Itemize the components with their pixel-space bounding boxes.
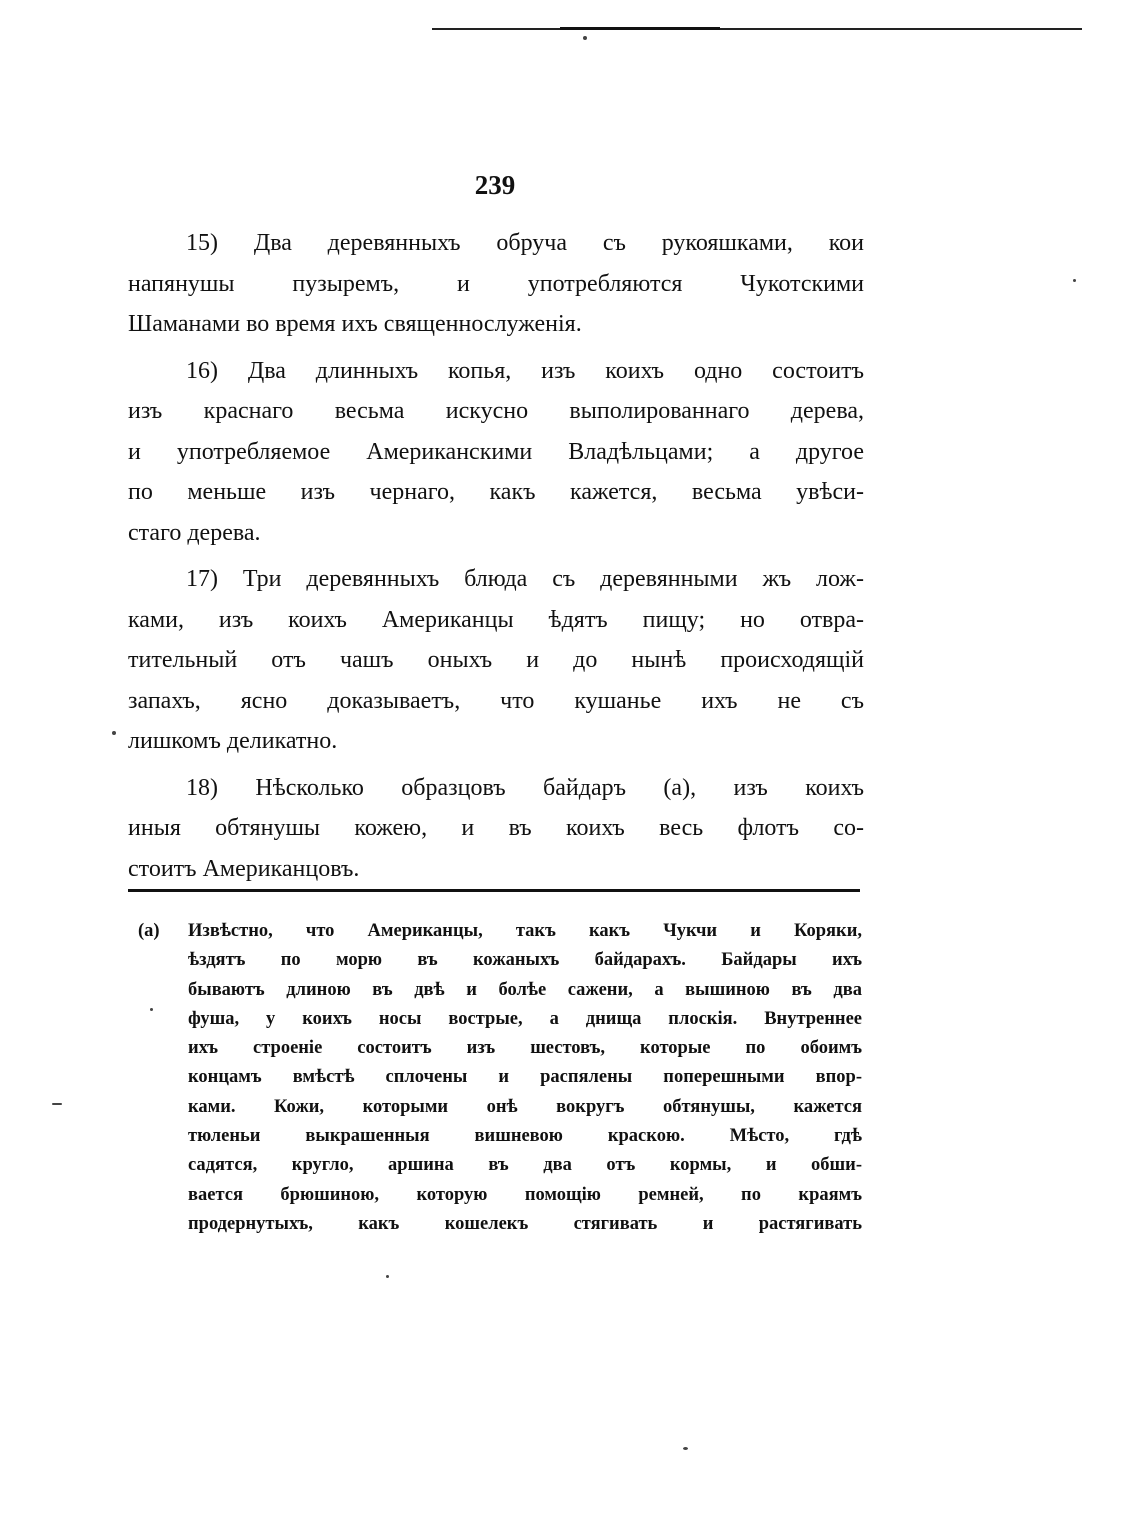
paragraph-line: 16) Два длинныхъ копья, изъ коихъ одно состоитъ (186, 357, 864, 384)
scan-speck (150, 1008, 153, 1011)
scan-speck (112, 731, 116, 735)
paragraph-line: запахъ, ясно доказываетъ, что кушанье ихъ не съ (128, 687, 864, 714)
page-number: 239 (474, 170, 516, 200)
paragraph-line: 15) Два деревянныхъ обруча съ рукояшками, кои (186, 230, 864, 256)
paragraph-line: иныя обтянушы кожею, и въ коихъ весь флотъ со- (128, 815, 864, 841)
footnote-line: садятся, кругло, аршина въ два отъ кормы, и обши- (188, 1155, 862, 1176)
scan-speck (386, 1275, 389, 1278)
footnote-line: ѣздятъ по морю въ кожаныхъ байдарахъ. Байдары ихъ (188, 950, 862, 971)
paragraph-line: стоитъ Американцовъ. (128, 855, 360, 882)
paragraph-16 (128, 351, 864, 554)
paragraph-line: 18) Нѣсколько образцовъ байдаръ (а), изъ коихъ (186, 774, 864, 801)
top-rule (432, 28, 1082, 30)
footnote-line: ихъ строеніе состоитъ изъ шестовъ, которые по обоимъ (188, 1038, 862, 1059)
footnote-line: тюленьи выкрашенныя вишневою краскою. Мѣсто, гдѣ (188, 1126, 862, 1147)
footnote-line: вается брюшиною, которую помощію ремней, по краямъ (188, 1184, 862, 1205)
paragraph-15 (128, 223, 864, 345)
footnote-marker: (а) (138, 921, 160, 941)
scan-speck (683, 1447, 688, 1450)
footnote-line: Извѣстно, что Американцы, такъ какъ Чукчи и Коряки, (188, 921, 862, 941)
paragraph-17 (128, 559, 864, 762)
paragraph-line: стаго дерева. (128, 519, 261, 546)
paragraph-line: Шаманами во время ихъ священнослуженія. (128, 311, 582, 337)
paragraph-line: 17) Три деревянныхъ блюда съ деревянными жъ лож- (186, 566, 864, 592)
paragraph-line: лишкомъ деликатно. (128, 728, 338, 754)
paragraph-line: по меньше изъ чернаго, какъ кажется, весьма увѣси- (128, 479, 864, 505)
paragraph-line: изъ краснаго весьма искусно выполированнаго дерева, (128, 398, 864, 424)
footnote-line: ками. Кожи, которыми онѣ вокругъ обтянушы, кажется (188, 1096, 862, 1117)
footnote (138, 917, 862, 1239)
paragraph-line: и употребляемое Американскими Владѣльцами; а другое (128, 438, 864, 465)
paragraph-line: ками, изъ коихъ Американцы ѣдятъ пищу; но отвра- (128, 606, 864, 633)
footnote-first-line (138, 917, 862, 946)
footnote-line: фуша, у коихъ носы вострые, а днища плоскія. Внутреннее (188, 1008, 862, 1029)
scan-speck (1073, 279, 1076, 282)
paragraph-line: тительный отъ чашъ оныхъ и до нынѣ происходящій (128, 647, 864, 673)
main-text (128, 223, 864, 895)
scan-speck (583, 36, 587, 40)
scan-speck (52, 1103, 62, 1105)
footnote-separator (128, 889, 860, 892)
paragraph-18 (128, 768, 864, 890)
footnote-line: продернутыхъ, какъ кошелекъ стягивать и растягивать (188, 1213, 862, 1234)
footnote-line: концамъ вмѣстѣ сплочены и распялены поперешными впор- (188, 1067, 862, 1088)
top-rule-thick (560, 27, 720, 30)
paragraph-line: напянушы пузыремъ, и употребляются Чукотскими (128, 270, 864, 297)
footnote-line: бываютъ длиною въ двѣ и болѣе сажени, а вышиною въ два (188, 979, 862, 1000)
